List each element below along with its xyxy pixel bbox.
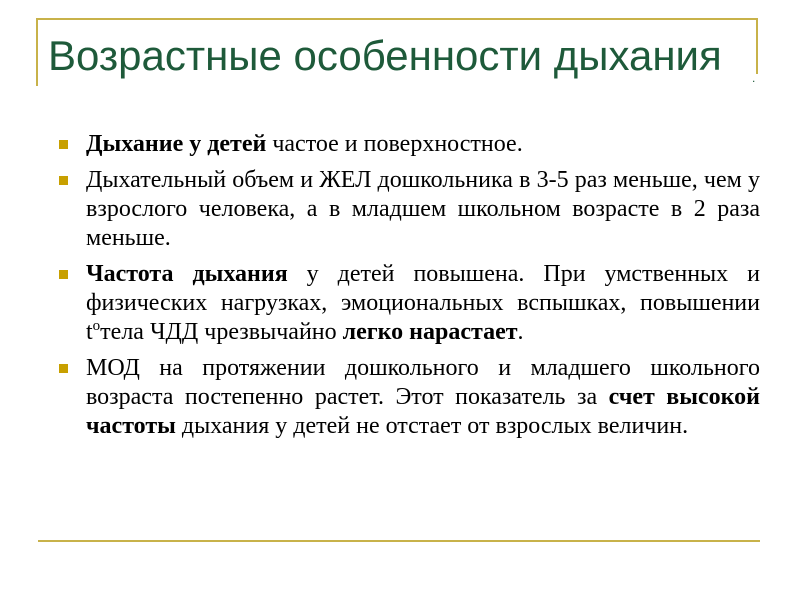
frame-right-line [756,18,758,74]
bullet-3-bold-lead: Частота дыхания [86,261,288,287]
frame-top-line [36,18,758,20]
bullet-3-degree-sup: o [92,318,101,334]
bullet-3-bold-tail: легко нарастает [342,319,518,345]
bullet-1-bold-lead: Дыхание у детей [86,131,267,157]
bullet-square-icon [59,176,68,185]
bullet-3-end: . [517,319,524,345]
bullet-square-icon [59,140,68,149]
slide-title: Возрастные особенности дыхания [48,32,722,79]
bullet-4-text-a: МОД на протяжении дошкольного и младшего школьного возраста постепенно растет. Этот показатель за [86,355,760,410]
bullet-2-text: Дыхательный объем и ЖЕЛ дошкольника в 3-5 раз меньше, чем у взрослого человека, а в младшем школьном возрасте в 2 раза меньше. [86,167,760,251]
bullet-square-icon [59,364,68,373]
bullet-item-1 [56,130,760,159]
frame-bottom-line [38,540,760,542]
bullet-1-text: частое и поверхностное. [266,131,523,157]
frame-corner-dot: . [752,71,756,85]
bullet-square-icon [59,270,68,279]
frame-left-line [36,18,38,86]
bullet-4-text-b: дыхания у детей не отстает от взрослых величин. [175,413,689,439]
bullet-item-4 [56,354,760,441]
bullet-item-2 [56,166,760,253]
bullet-4-bold-mid: счет высокой частоты [86,384,761,439]
bullet-list [56,130,760,448]
bullet-item-3 [56,260,760,347]
bullet-3-text-a: у детей повышена. При умственных и физических нагрузках, эмоциональных вспышках, повышении t [86,261,760,345]
bullet-3-text-b: тела ЧДД чрезвычайно [100,319,343,345]
